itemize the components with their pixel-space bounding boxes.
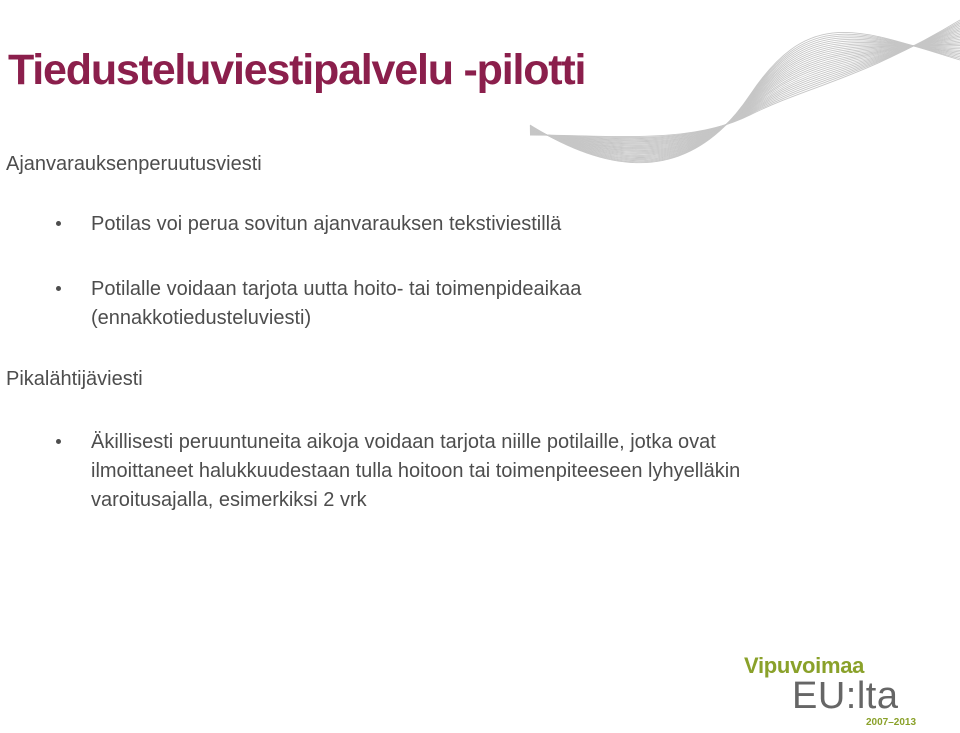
bullet-dot-icon bbox=[56, 221, 61, 226]
section-heading-ajanvarauksenperuutusviesti: Ajanvarauksenperuutusviesti bbox=[6, 153, 262, 175]
section-heading-pikalahtijaviesti: Pikalähtijäviesti bbox=[6, 368, 143, 390]
bullet-text-line: ilmoittaneet halukkuudestaan tulla hoitoon tai toimenpiteeseen lyhyelläkin bbox=[91, 460, 741, 482]
bullet-dot-icon bbox=[56, 439, 61, 444]
bullet-item bbox=[56, 210, 561, 239]
ribbon-line bbox=[530, 20, 960, 137]
bullet-item bbox=[56, 275, 581, 333]
ribbon-line bbox=[530, 41, 960, 150]
bullet-text-line: varoitusajalla, esimerkiksi 2 vrk bbox=[91, 489, 367, 511]
ribbon-line bbox=[530, 22, 960, 138]
bullet-text-line: Potilas voi perua sovitun ajanvarauksen tekstiviestillä bbox=[91, 213, 562, 235]
bullet-item bbox=[56, 428, 740, 515]
bullet-text-line: Potilalle voidaan tarjota uutta hoito- tai toimenpideaikaa bbox=[91, 278, 582, 300]
logo-years: 2007–2013 bbox=[866, 717, 917, 728]
bullet-text-line: (ennakkotiedusteluviesti) bbox=[91, 307, 312, 329]
ribbon-swirl-icon bbox=[520, 0, 960, 210]
bullet-text-line: Äkillisesti peruuntuneita aikoja voidaan tarjota niille potilaille, jotka ovat bbox=[91, 431, 716, 453]
ribbon-line bbox=[530, 39, 960, 149]
vipuvoimaa-eu-logo bbox=[744, 653, 924, 731]
bullet-dot-icon bbox=[56, 286, 61, 291]
ribbon-line bbox=[530, 42, 960, 151]
slide-title: Tiedusteluviestipalvelu -pilotti bbox=[8, 46, 586, 94]
logo-tagline: Vipuvoimaa bbox=[744, 653, 865, 678]
logo-eu-text: EU:lta bbox=[792, 675, 899, 717]
